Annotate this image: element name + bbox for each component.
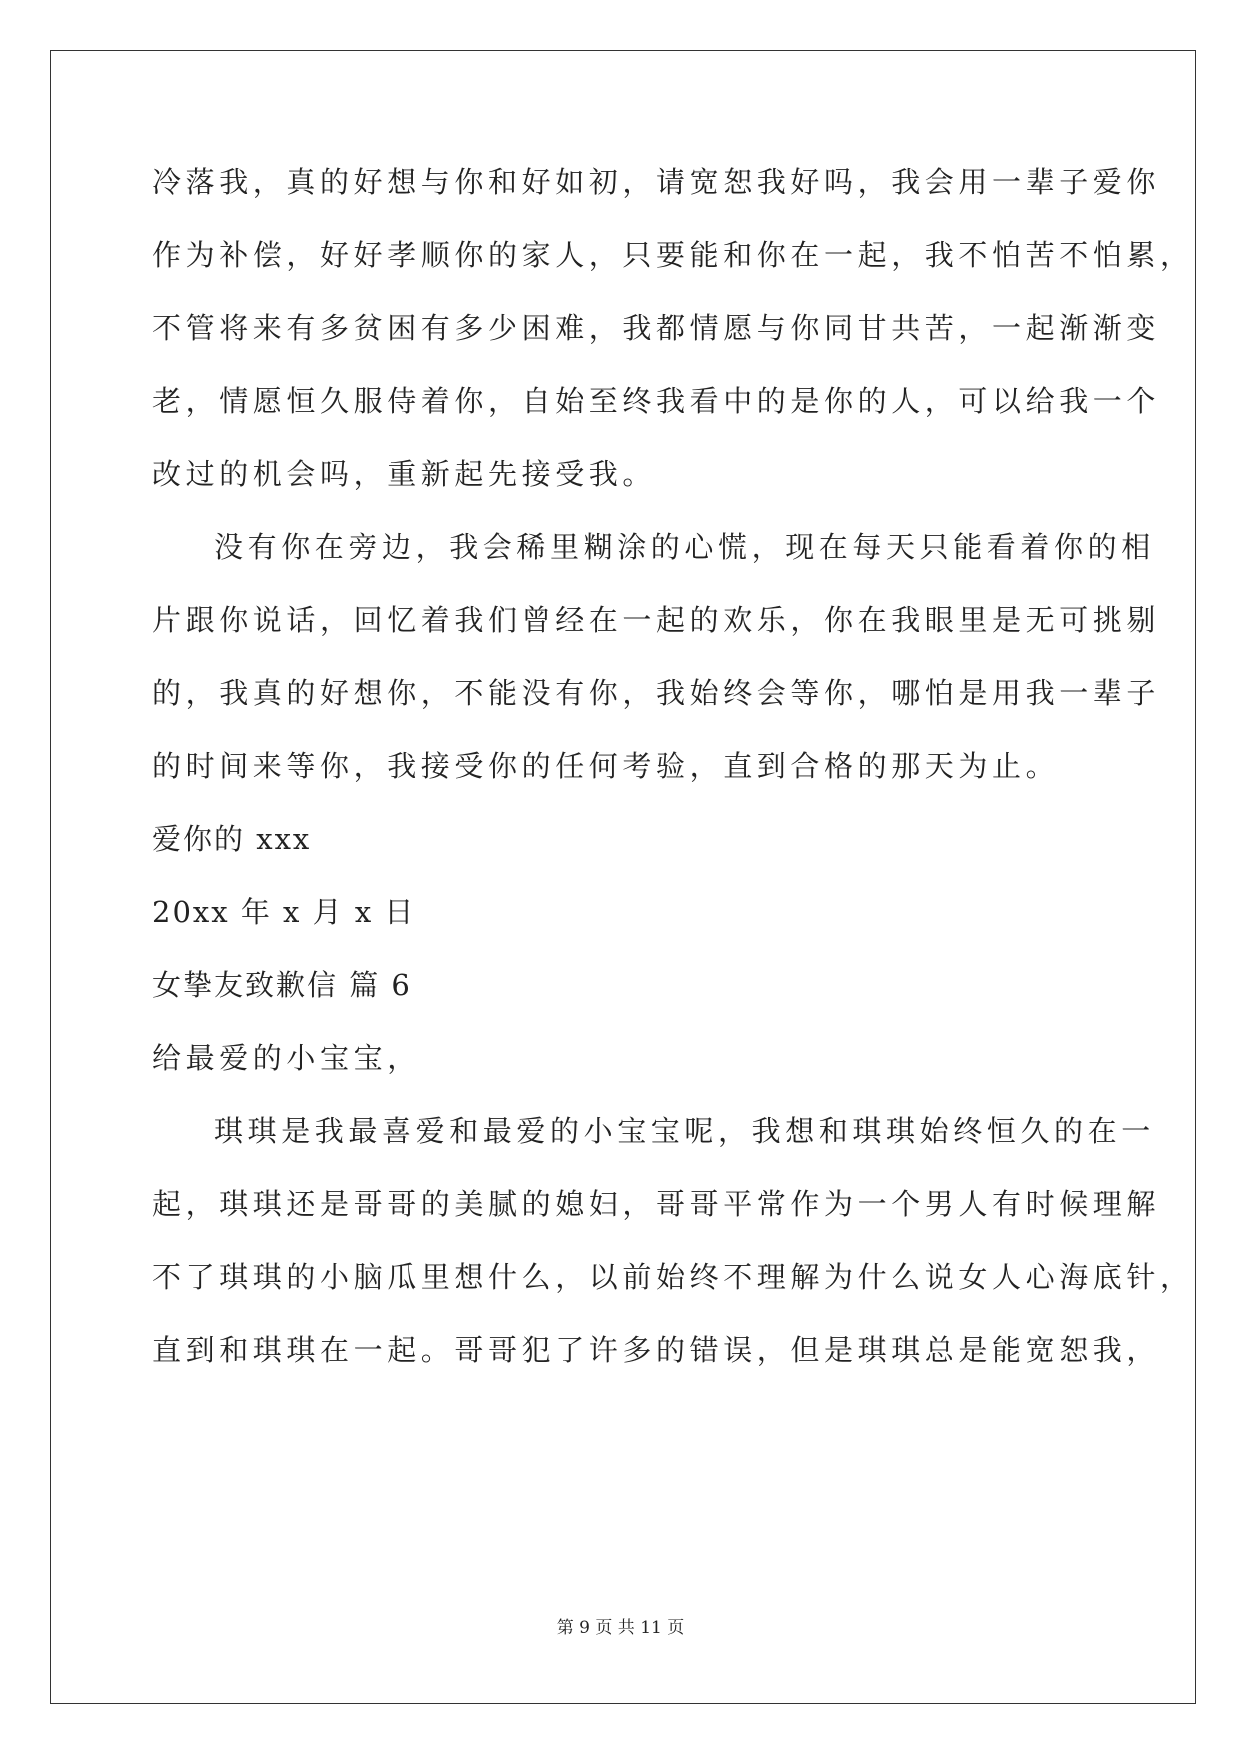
body-line: 片跟你说话，回忆着我们曾经在一起的欢乐，你在我眼里是无可挑剔 [152, 603, 1161, 637]
signature: 爱你的 xxx [152, 822, 312, 856]
body-line: 不管将来有多贫困有多少困难，我都情愿与你同甘共苦，一起渐渐变 [152, 311, 1161, 345]
body-line: 起，琪琪还是哥哥的美腻的媳妇，哥哥平常作为一个男人有时候理解 [152, 1187, 1161, 1221]
body-line: 琪琪是我最喜爱和最爱的小宝宝呢，我想和琪琪始终恒久的在一 [214, 1114, 1155, 1148]
body-line: 冷落我，真的好想与你和好如初，请宽恕我好吗，我会用一辈子爱你 [152, 165, 1161, 199]
body-line: 作为补偿，好好孝顺你的家人，只要能和你在一起，我不怕苦不怕累， [152, 238, 1194, 272]
page-number-footer: 第 9 页 共 11 页 [556, 1618, 685, 1638]
body-line: 的时间来等你，我接受你的任何考验，直到合格的那天为止。 [152, 749, 1060, 783]
page-border [50, 50, 1196, 1704]
body-line: 不了琪琪的小脑瓜里想什么，以前始终不理解为什么说女人心海底针， [152, 1260, 1194, 1294]
body-line: 老，情愿恒久服侍着你，自始至终我看中的是你的人，可以给我一个 [152, 384, 1161, 418]
body-line: 改过的机会吗，重新起先接受我。 [152, 457, 657, 491]
body-line: 直到和琪琪在一起。哥哥犯了许多的错误，但是琪琪总是能宽恕我， [152, 1333, 1161, 1367]
letter-date: 20xx 年 x 月 x 日 [152, 895, 416, 929]
section-title: 女挚友致歉信 篇 6 [152, 968, 412, 1002]
greeting: 给最爱的小宝宝， [152, 1041, 421, 1075]
body-line: 没有你在旁边，我会稀里糊涂的心慌，现在每天只能看着你的相 [214, 530, 1155, 564]
body-line: 的，我真的好想你，不能没有你，我始终会等你，哪怕是用我一辈子 [152, 676, 1161, 710]
